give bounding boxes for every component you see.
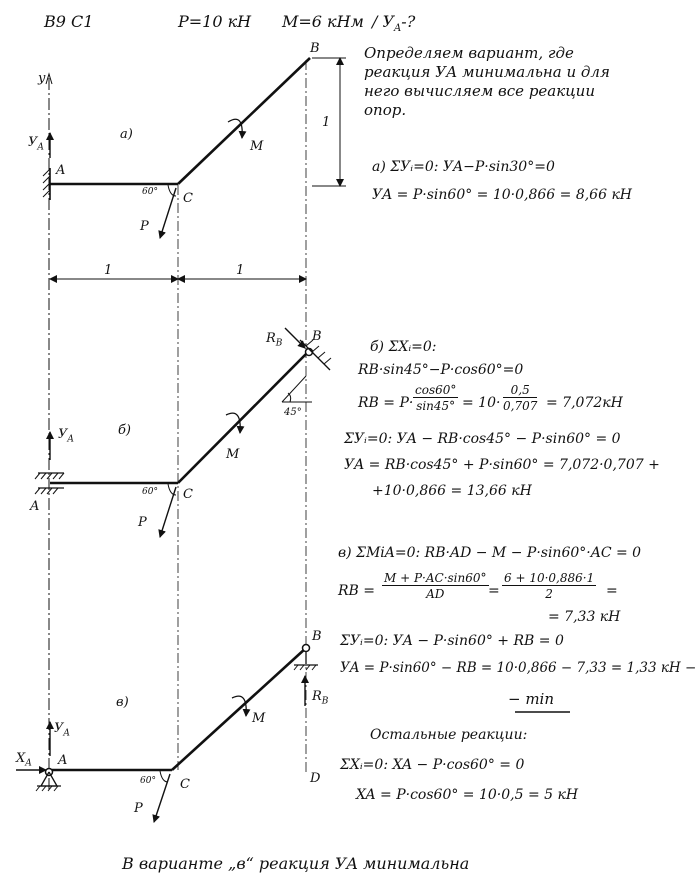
- sol-v-line2-mid: =: [488, 583, 500, 599]
- angle45-label: 45°: [284, 407, 302, 418]
- point-c-v: C: [180, 777, 190, 792]
- rb-label-b: [266, 332, 282, 349]
- height-label: 1: [322, 115, 331, 130]
- sol-a-line2: УA = P·sin60° = 10·0,866 = 8,66 кН: [372, 187, 633, 203]
- incline-ref-b: [282, 376, 306, 402]
- given-m: M=6 кНм: [282, 12, 364, 31]
- tag-a: а): [120, 127, 133, 142]
- sol-b-line3-right: = 7,072кН: [546, 395, 623, 411]
- ya-label-b-text: У: [58, 427, 68, 442]
- sol-v-line9: XA = P·cos60° = 10·0,5 = 5 кН: [356, 787, 579, 803]
- point-c-a: C: [183, 191, 193, 206]
- intro-note: Определяем вариант, где реакция УА минимальна и для него вычисляем все реакции опор.: [364, 44, 610, 119]
- point-b-a: B: [310, 41, 320, 56]
- sol-v-frac2-den: 2: [545, 587, 553, 601]
- find-text: / У: [372, 12, 395, 31]
- point-b-b: B: [312, 329, 322, 344]
- sol-v-line2-left: RB =: [338, 583, 376, 599]
- tag-v: в): [116, 695, 129, 710]
- sol-v-frac1: [382, 572, 489, 600]
- y-axis-label: y: [38, 71, 46, 86]
- rb-label-v-text: R: [312, 689, 322, 704]
- ya-label-b: [58, 428, 74, 445]
- sol-b-frac1-den: sin45°: [416, 399, 456, 413]
- ya-label-a: [28, 136, 44, 153]
- span2-label: 1: [236, 263, 245, 278]
- moment-label-a: M: [250, 139, 264, 154]
- sol-a-line1: а) ΣУᵢ=0: УA−P·sin30°=0: [372, 159, 555, 175]
- angle-arc-v: [160, 771, 168, 782]
- sol-b-line2: RB·sin45°−P·cos60°=0: [358, 362, 524, 378]
- point-c-b: C: [183, 487, 193, 502]
- variant-label: В9 С1: [44, 12, 94, 31]
- sol-b-line4: ΣУᵢ=0: УA − RB·cos45° − P·sin60° = 0: [344, 431, 621, 447]
- find-sub: A: [394, 23, 402, 35]
- beam-cb-v: [172, 648, 306, 770]
- ya-label-v-text: У: [54, 721, 64, 736]
- sol-b-line3-mid: = 10·: [462, 395, 501, 411]
- sol-v-line8: ΣXᵢ=0: XA − P·cos60° = 0: [340, 757, 525, 773]
- beam-cb-a: [178, 58, 310, 184]
- sol-v-frac2: [502, 572, 596, 600]
- moment-label-b: M: [226, 447, 240, 462]
- xa-label-v: [16, 752, 32, 769]
- rb-label-v: [312, 690, 328, 707]
- point-a-a: A: [56, 163, 66, 178]
- diagram-b: [35, 328, 331, 537]
- angle-label-b: 60°: [142, 487, 158, 497]
- rb-label-b-sub: B: [275, 338, 283, 349]
- point-a-b: A: [30, 499, 40, 514]
- xa-label-v-text: X: [16, 751, 26, 766]
- conclusion: В варианте „в“ реакция УA минимальна: [122, 854, 470, 873]
- p-force-v: [154, 774, 170, 822]
- sol-v-frac2-num: 6 + 10·0,886·1: [504, 571, 595, 585]
- sol-b-line5: УA = RB·cos45° + P·sin60° = 7,072·0,707 +: [344, 457, 660, 473]
- sol-b-frac2-den: 0,707: [503, 399, 538, 413]
- p-label-a: P: [140, 219, 149, 234]
- sol-v-line3: = 7,33 кН: [548, 609, 621, 625]
- hatch-b-v: [294, 665, 316, 670]
- rb-label-v-sub: B: [321, 696, 329, 707]
- sol-b-frac1-num: cos60°: [415, 383, 457, 397]
- point-a-v: A: [58, 753, 68, 768]
- point-d-v: D: [310, 771, 321, 786]
- sol-v-frac1-den: AD: [426, 587, 445, 601]
- span1-label: 1: [104, 263, 113, 278]
- find-q: -?: [401, 12, 416, 31]
- sol-v-line7: Остальные реакции:: [370, 727, 528, 743]
- sol-b-line3-left: RB = P·: [358, 395, 414, 411]
- rb-label-b-text: R: [266, 331, 276, 346]
- sol-b-frac2: [503, 384, 537, 412]
- sol-v-line2-right: =: [606, 583, 618, 599]
- sol-b-line6: +10·0,866 = 13,66 кН: [372, 483, 532, 499]
- sol-v-line1: в) ΣMiA=0: RB·AD − M − P·sin60°·AC = 0: [338, 545, 642, 561]
- sol-v-frac1-num: M + P·AC·sin60°: [384, 571, 487, 585]
- tag-b: б): [118, 423, 132, 438]
- sol-v-line5: УA = P·sin60° − RB = 10·0,866 − 7,33 = 1,33 кН −: [340, 660, 696, 676]
- given-p: P=10 кН: [178, 12, 252, 31]
- angle-label-a: 60°: [142, 187, 158, 197]
- pin-hatch-a-v: [36, 786, 58, 791]
- diagram-a: [43, 58, 346, 279]
- sol-v-line4: ΣУᵢ=0: УA − P·sin60° + RB = 0: [340, 633, 564, 649]
- p-label-b: P: [138, 515, 147, 530]
- pin-b-v: [303, 645, 310, 652]
- xa-label-v-sub: A: [25, 758, 32, 769]
- find-label: [372, 14, 415, 34]
- p-label-v: P: [134, 801, 143, 816]
- moment-label-v: M: [252, 711, 266, 726]
- sol-b-line1: б) ΣXᵢ=0:: [370, 339, 437, 355]
- sol-b-frac2-num: 0,5: [503, 384, 537, 398]
- rb-arrow-b: [285, 328, 305, 348]
- ya-label-a-text: У: [28, 135, 38, 150]
- point-b-v: B: [312, 629, 322, 644]
- ya-label-b-sub: A: [67, 434, 74, 445]
- angle-label-v: 60°: [140, 776, 156, 786]
- sol-v-line6: − min: [508, 690, 555, 708]
- ya-label-a-sub: A: [37, 142, 44, 153]
- ya-label-v: [54, 722, 70, 739]
- ya-label-v-sub: A: [63, 728, 70, 739]
- sol-b-frac1: [413, 384, 458, 412]
